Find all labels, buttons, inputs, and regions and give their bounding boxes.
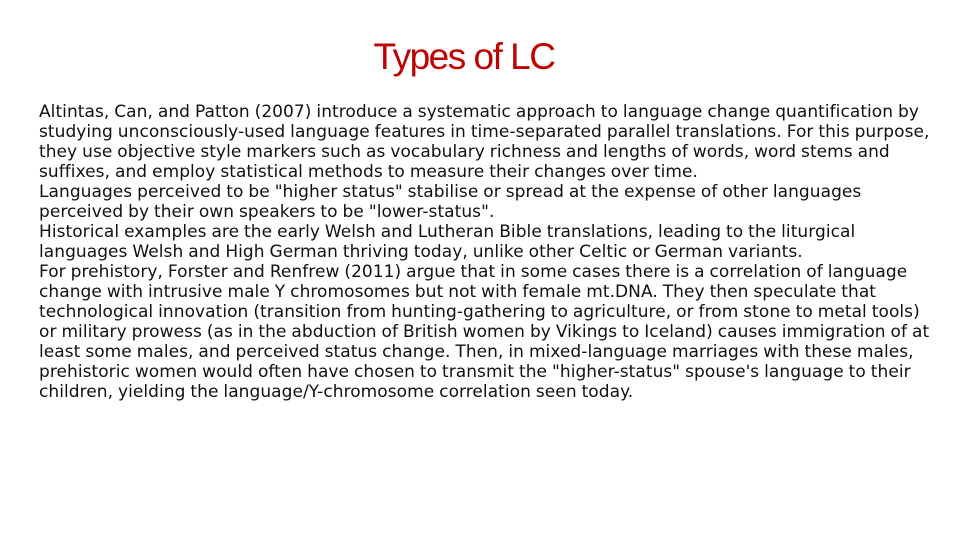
paragraph-prehistory: For prehistory, Forster and Renfrew (2011) argue that in some cases there is a correlation of language change with intrusive male Y chromosomes but not with female mt.DNA. They then speculate that technological innovation (transition from hunting-gathering to agriculture, or from stone to metal tools) or military prowess (as in the abduction of British women by Vikings to Iceland) causes immigration of at least some males, and perceived status change. Then, in mixed-language marriages with these males, prehistoric women would often have chosen to transmit the "higher-status" spouse's language to their children, yielding the language/Y-chromosome correlation seen today. <box>39 262 930 402</box>
paragraph-higher-status: Languages perceived to be "higher status" stabilise or spread at the expense of other languages perceived by their own speakers to be "lower-status". <box>39 182 862 222</box>
paragraph-historical-examples: Historical examples are the early Welsh and Lutheran Bible translations, leading to the liturgical languages Welsh and High German thriving today, unlike other Celtic or German variants. <box>39 222 856 262</box>
paragraph-altintas: Altintas, Can, and Patton (2007) introduce a systematic approach to language change quantification by studying unconsciously-used language features in time-separated parallel translations. For this purpose, they use objective style markers such as vocabulary richness and lengths of words, word stems and suffixes, and employ statistical methods to measure their changes over time. <box>39 102 930 182</box>
slide-title: Types of LC <box>373 36 555 77</box>
slide-body <box>39 102 934 402</box>
